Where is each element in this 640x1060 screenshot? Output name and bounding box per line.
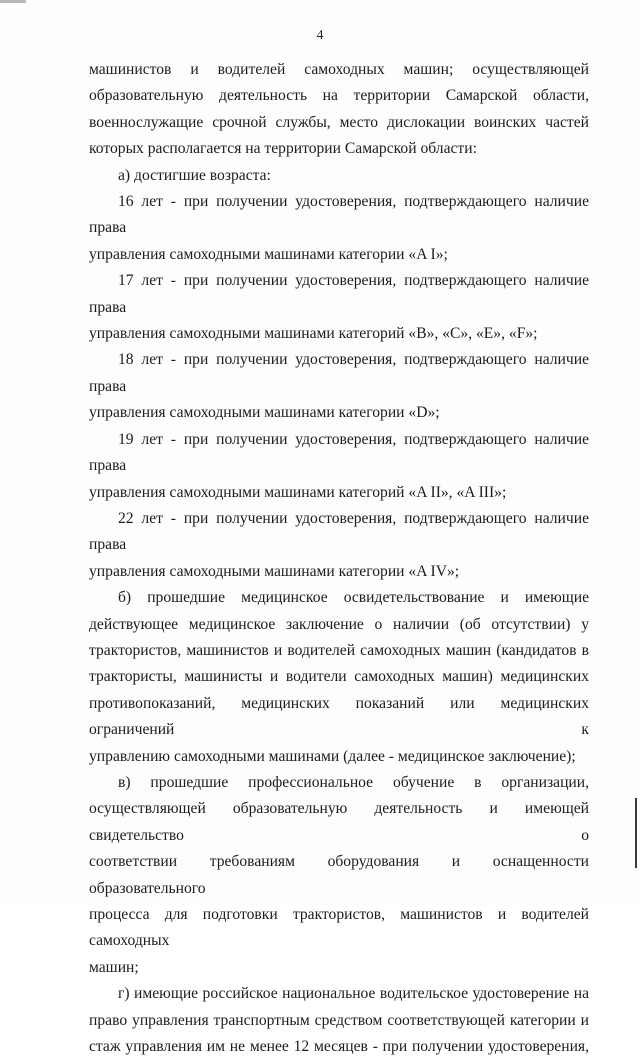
paragraph-continuation [89, 57, 589, 163]
scan-corner-mark [0, 0, 26, 3]
paragraph-item-a [89, 163, 589, 189]
page-number: 4 [316, 28, 324, 43]
text-line: управления самоходными машинами категории «A IV»; [89, 562, 460, 580]
text-line: трактористов, машинистов и водителей самоходных машин (кандидатов в [89, 641, 589, 659]
text-line: соответствии требованиям оборудования и оснащенности образовательного [89, 853, 589, 897]
text-line: управления самоходными машинами категорий «B», «C», «E», «F»; [89, 325, 538, 343]
paragraph-age-19 [89, 427, 589, 506]
text-line: машин; [89, 958, 139, 976]
text-line: осуществляющей образовательную деятельность и имеющей свидетельство о [89, 800, 589, 844]
document-body [89, 57, 589, 1060]
text-line: стаж управления им не менее 12 месяцев - при получении удостоверения, [89, 1038, 589, 1056]
paragraph-age-16 [89, 189, 589, 268]
text-line: военнослужащие срочной службы, место дислокации воинских частей [89, 113, 589, 131]
text-line: 17 лет - при получении удостоверения, подтверждающего наличие права [89, 272, 589, 316]
paragraph-age-18 [89, 347, 589, 426]
text-line: 19 лет - при получении удостоверения, подтверждающего наличие права [89, 430, 589, 475]
paragraph-age-17 [89, 268, 589, 347]
text-line: действующее медицинское заключение о наличии (об отсутствии) у [89, 615, 589, 633]
text-line: г) имеющие российское национальное водительское удостоверение на [118, 985, 589, 1003]
paragraph-item-v [89, 770, 589, 981]
text-line: которых располагается на территории Самарской области: [89, 140, 477, 158]
text-line: в) прошедшие профессиональное обучение в организации, [118, 773, 589, 791]
text-line: 18 лет - при получении удостоверения, подтверждающего наличие права [89, 351, 589, 395]
text-line: образовательную деятельность на территории Самарской области, [89, 87, 589, 105]
text-line: 16 лет - при получении удостоверения, подтверждающего наличие права [89, 193, 589, 237]
text-line: управлению самоходными машинами (далее - медицинское заключение); [89, 747, 576, 765]
paragraph-item-b [89, 585, 589, 770]
text-line: процесса для подготовки трактористов, машинистов и водителей самоходных [89, 906, 589, 950]
text-line: 22 лет - при получении удостоверения, подтверждающего наличие права [89, 509, 589, 554]
paragraph-age-22 [89, 506, 589, 585]
text-line: управления самоходными машинами категории «D»; [89, 404, 440, 422]
text-line: б) прошедшие медицинское освидетельствование и имеющие [118, 589, 589, 607]
text-line: управления самоходными машинами категорий «A II», «A III»; [89, 483, 507, 501]
text-line: право управления транспортным средством соответствующей категории и [89, 1011, 589, 1029]
text-line: трактористы, машинисты и водители самоходных машин) медицинских [89, 668, 589, 686]
text-line: управления самоходными машинами категории «A I»; [89, 245, 448, 263]
scan-edge-mark [635, 798, 637, 868]
text-line: машинистов и водителей самоходных машин; осуществляющей [89, 61, 589, 78]
text-line: а) достигшие возраста: [118, 166, 271, 184]
text-line: противопоказаний, медицинских показаний или медицинских ограничений к [89, 694, 589, 739]
paragraph-item-g [89, 981, 589, 1060]
